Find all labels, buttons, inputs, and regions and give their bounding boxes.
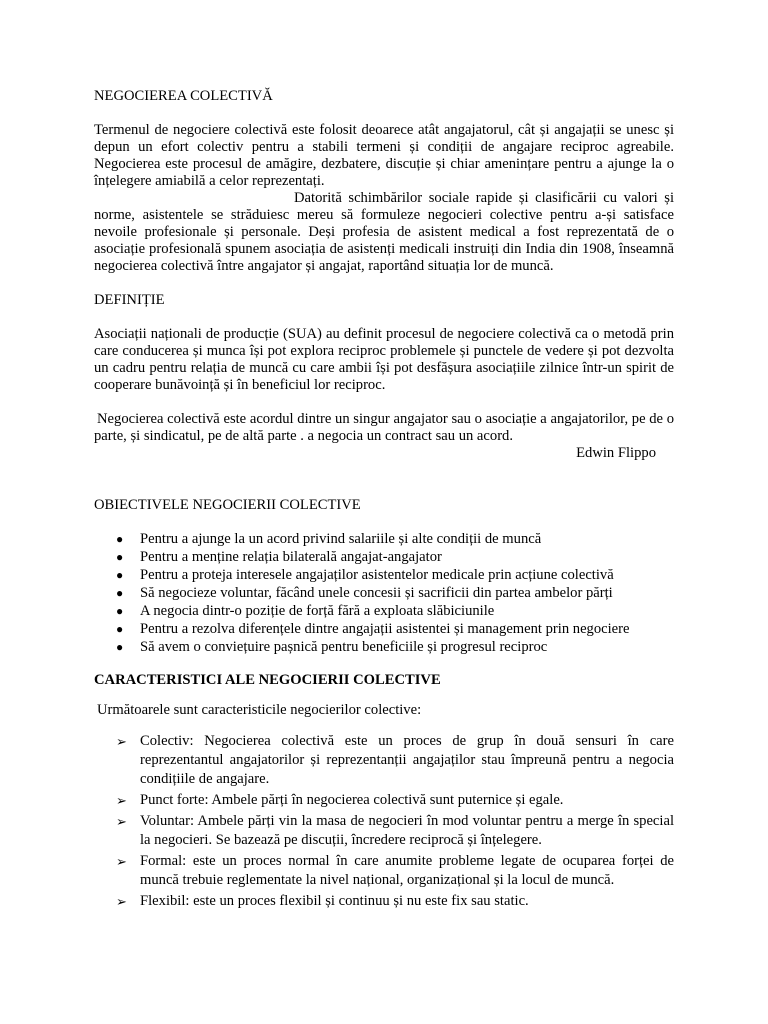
objective-item (94, 639, 674, 656)
objective-item (94, 549, 674, 566)
objective-text: Să negocieze voluntar, făcând unele concesii și sacrificii din partea ambelor părți (140, 585, 613, 601)
arrow-bullet-icon: ➢ (116, 793, 127, 808)
objective-text: Să avem o conviețuire pașnică pentru beneficiile și progresul reciproc (140, 639, 548, 655)
objective-item (94, 567, 674, 584)
intro-paragraph: Termenul de negociere colectivă este folosit deoarece atât angajatorul, cât și angajații se unesc și depun un efort colectiv pentru a stabili termeni și condiții de angajare reciproc agreabile. Negocierea este procesul de amăgire, dezbatere, discuție și chiar amenințare pentru a ajunge la o înțelegere amiabilă a celor reprezentați. (94, 122, 674, 189)
bullet-icon: ● (116, 640, 124, 654)
bullet-icon: ● (116, 568, 124, 582)
characteristic-text: Voluntar: Ambele părți vin la masa de negocieri în mod voluntar pentru a merge în special la negocieri. Se bazează pe discuții, încredere reciprocă și înțelegere. (140, 813, 674, 848)
objective-text: Pentru a ajunge la un acord privind salariile și alte condiții de muncă (140, 531, 542, 547)
characteristic-text: Formal: este un proces normal în care anumite probleme legate de ocuparea forței de muncă trebuie reglementate la nivel național, organizațional și la locul de muncă. (140, 853, 674, 888)
arrow-bullet-icon: ➢ (116, 854, 127, 869)
characteristic-item (94, 852, 674, 890)
objective-item (94, 603, 674, 620)
bullet-icon: ● (116, 532, 124, 546)
definition-paragraph: Asociații naționali de producție (SUA) au definit procesul de negociere colectivă ca o metodă prin care conducerea și munca își pot explora reciproc problemele și punctele de vedere și pot dezvolta un cadru pentru relația de muncă cu care ambii își pot desfășura asociațiile zilnice într-un spirit de cooperare bunăvoință și în beneficiul lor reciproc. (94, 326, 674, 393)
bullet-icon: ● (116, 586, 124, 600)
definition-heading: DEFINIȚIE (94, 292, 165, 308)
document-body (94, 88, 674, 913)
characteristics-intro: Următoarele sunt caracteristicile negocierilor colective: (97, 702, 422, 718)
characteristic-text: Colectiv: Negocierea colectivă este un proces de grup în două sensuri în care reprezentantul angajatorilor și reprezentanții angajaților stau împreună pentru a negocia condițiile de angajare. (140, 733, 674, 787)
objective-item (94, 585, 674, 602)
characteristics-heading: CARACTERISTICI ALE NEGOCIERII COLECTIVE (94, 672, 441, 688)
arrow-bullet-icon: ➢ (116, 734, 127, 749)
arrow-bullet-icon: ➢ (116, 814, 127, 829)
characteristic-item (94, 892, 674, 911)
bullet-icon: ● (116, 550, 124, 564)
document-title: NEGOCIEREA COLECTIVĂ (94, 88, 273, 104)
objective-text: Pentru a menține relația bilaterală angajat-angajator (140, 549, 442, 565)
characteristics-list (94, 732, 674, 911)
objective-text: Pentru a proteja interesele angajaților asistentelor medicale prin acțiune colectivă (140, 567, 614, 583)
bullet-icon: ● (116, 622, 124, 636)
objectives-heading: OBIECTIVELE NEGOCIERII COLECTIVE (94, 497, 361, 513)
objectives-list (94, 531, 674, 656)
objective-text: A negocia dintr-o poziție de forță fără a exploata slăbiciunile (140, 603, 495, 619)
objective-item (94, 621, 674, 638)
objective-item (94, 531, 674, 548)
quote-paragraph: Negocierea colectivă este acordul dintre un singur angajator sau o asociație a angajatorilor, pe de o parte, și sindicatul, pe de altă parte . a negocia un contract sau un acord. (94, 411, 674, 444)
characteristic-text: Flexibil: este un proces flexibil și continuu și nu este fix sau static. (140, 893, 529, 909)
social-changes-paragraph: Datorită schimbărilor sociale rapide și clasificării cu valori și norme, asistentele se străduiesc mereu să formuleze negocieri colective pentru a-și satisface nevoile profesionale și personale. Deși profesia de asistent medical a fost reprezentată de o asociație profesională spunem asociația de asistenți medicali instruiți din India din 1908, înseamnă negocierea colectivă între angajator și angajat, raportând situația lor de muncă. (94, 190, 674, 274)
characteristic-item (94, 732, 674, 789)
characteristic-item (94, 812, 674, 850)
quote-author: Edwin Flippo (576, 445, 656, 461)
characteristic-item (94, 791, 674, 810)
arrow-bullet-icon: ➢ (116, 894, 127, 909)
objective-text: Pentru a rezolva diferențele dintre angajații asistentei și management prin negociere (140, 621, 630, 637)
characteristic-text: Punct forte: Ambele părți în negocierea colectivă sunt puternice și egale. (140, 792, 564, 808)
bullet-icon: ● (116, 604, 124, 618)
